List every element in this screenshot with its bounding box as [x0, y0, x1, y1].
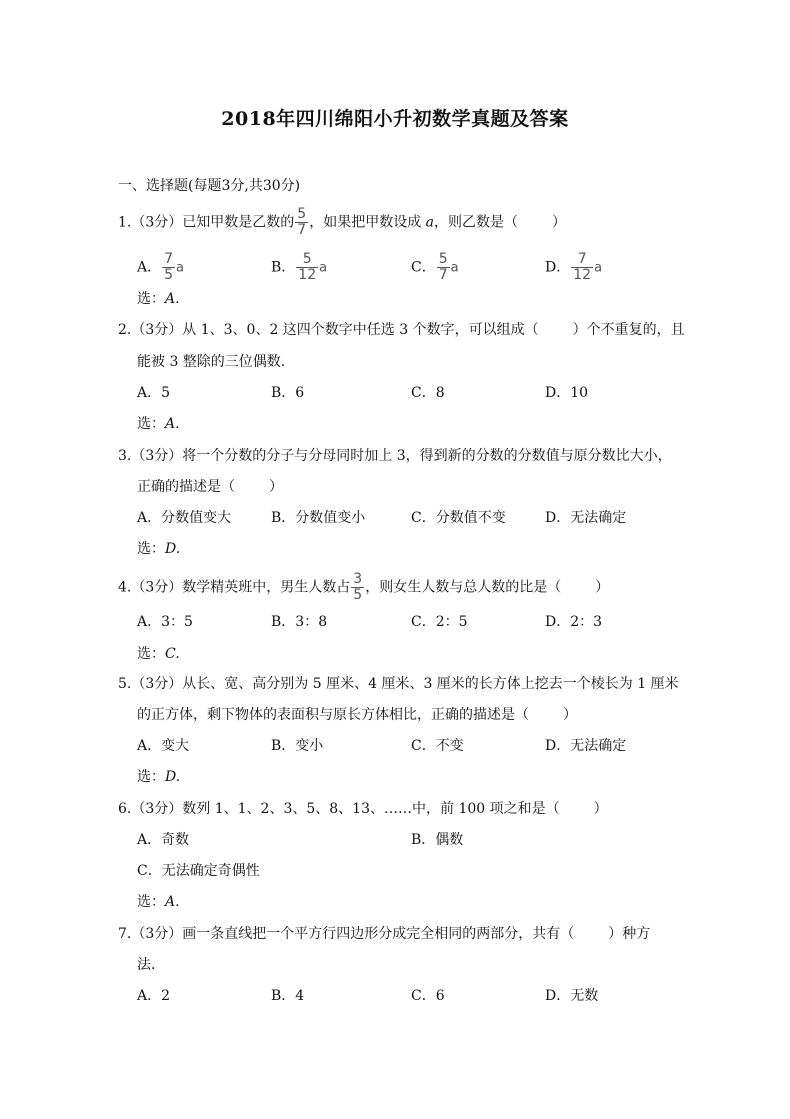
question-text: 已知甲数是乙数的 — [182, 214, 295, 231]
option-b: B．变小 — [271, 738, 324, 754]
answer: 选：A. — [137, 291, 180, 307]
answer: 选：D. — [137, 541, 181, 557]
option-a: A．变大 — [137, 738, 190, 754]
page-title: 2018年四川绵阳小升初数学真题及答案 — [221, 108, 569, 130]
fraction-numerator: 5 — [297, 206, 307, 222]
option-d: D．10 — [545, 385, 589, 401]
option-b: B．分数值变小 — [271, 510, 366, 526]
option-c: C．分数值不变 — [411, 510, 506, 526]
option-b: B．偶数 — [411, 832, 464, 848]
option-a: A．奇数 — [137, 832, 190, 848]
question-3: 3.（3分）将一个分数的分子与分母同时加上 3，得到新的分数的分数值与原分数比大小， — [118, 448, 672, 464]
question-text: ，则乙数是（ — [434, 214, 519, 231]
fraction-denominator: 7 — [297, 222, 307, 238]
answer: 选：D. — [137, 769, 181, 785]
question-4: 4.（3分）数学精英班中，男生人数占 $\frac{3}{5}$ ，则女生人数与总人数的比是（ ） — [118, 571, 610, 603]
question-text-line2: 法． — [137, 957, 165, 973]
option-a: A．5 — [137, 385, 171, 401]
option-a: A．3：5 — [137, 614, 193, 630]
question-score: （3分） — [131, 214, 183, 231]
option-d: D．无数 — [545, 988, 599, 1004]
question-1 — [118, 207, 566, 238]
option-d: D．无法确定 — [545, 738, 627, 754]
section-heading: 一、选择题(每题3分,共30分) — [118, 178, 301, 194]
question-text: ，如果把甲数设成 — [309, 214, 422, 231]
option-b: B．4 — [271, 988, 305, 1004]
option-c: C． $\frac{5}{7}$ a — [411, 251, 459, 283]
option-b: B．6 — [271, 385, 305, 401]
variable: a — [425, 214, 435, 231]
question-2: 2.（3分）从 1、3、0、2 这四个数字中任选 3 个数字，可以组成（ ）个不重复的，且 — [118, 322, 685, 338]
option-c: C．8 — [411, 385, 445, 401]
question-7: 7.（3分）画一条直线把一个平方行四边形分成完全相同的两部分，共有（ ）种方 — [118, 926, 651, 942]
option-c: C．2：5 — [411, 614, 468, 630]
question-text-line2: 的正方体，剩下物体的表面积与原长方体相比，正确的描述是（ ） — [137, 707, 577, 723]
option-d: D． $\frac{7}{12}$ a — [545, 251, 603, 283]
question-number: 1. — [118, 214, 132, 231]
option-a: A．2 — [137, 988, 171, 1004]
option-c: C．不变 — [411, 738, 464, 754]
option-d: D．无法确定 — [545, 510, 627, 526]
question-6: 6.（3分）数列 1、1、2、3、5、8、13、……中，前 100 项之和是（ ） — [118, 801, 608, 817]
option-a: A． $\frac{7}{5}$ a — [137, 251, 185, 283]
question-5: 5.（3分）从长、宽、高分别为 5 厘米、4 厘米、3 厘米的长方体上挖去一个棱长为 1 厘米 — [118, 676, 679, 692]
option-b: B．3：8 — [271, 614, 328, 630]
answer: 选：A. — [137, 894, 180, 910]
question-text-line2: 正确的描述是（ ） — [137, 479, 283, 495]
fraction: $\frac{3}{5}$ — [353, 571, 363, 603]
question-text-line2: 能被 3 整除的三位偶数． — [137, 354, 295, 370]
answer: 选：C. — [137, 646, 180, 662]
question-text: ） — [552, 214, 567, 231]
option-d: D．2：3 — [545, 614, 603, 630]
answer: 选：A. — [137, 416, 180, 432]
option-a: A．分数值变大 — [137, 510, 232, 526]
option-c: C．6 — [411, 988, 445, 1004]
fraction — [295, 207, 308, 238]
option-c: C．无法确定奇偶性 — [137, 863, 260, 879]
option-b: B． $\frac{5}{12}$ a — [271, 251, 328, 283]
